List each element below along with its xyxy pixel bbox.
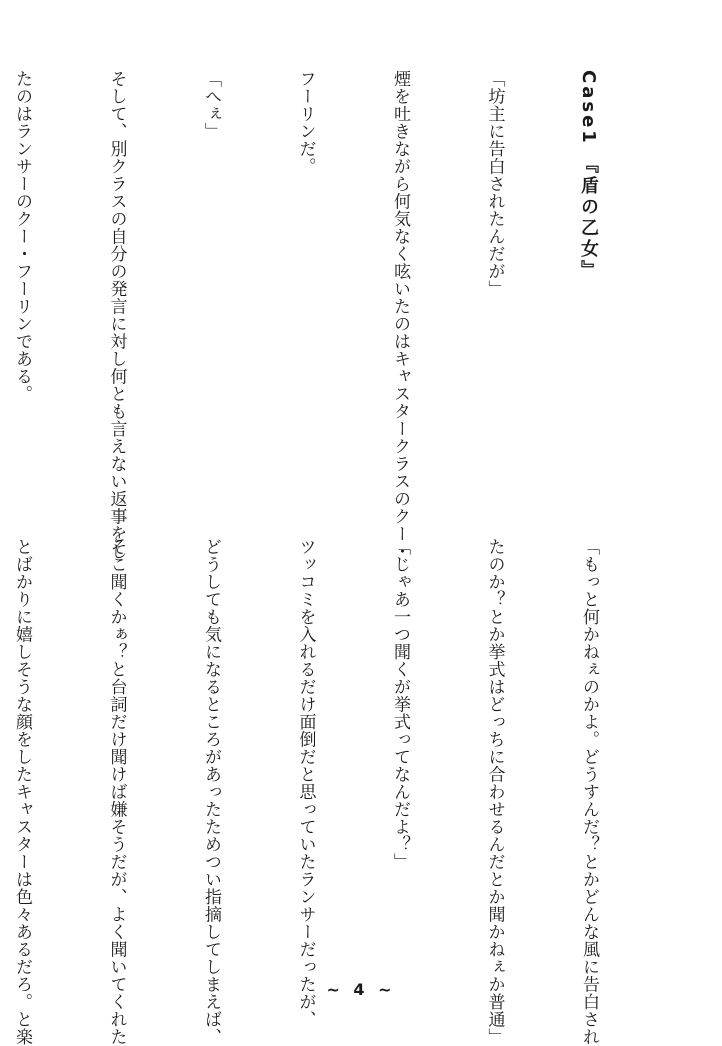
text-line: 「もっと何かねぇのかよ。どうすんだ？とかどんな風に告白され <box>579 538 599 1046</box>
text-line: 煙を吐きながら何気なく呟いたのはキャスタークラスのクー・ <box>390 70 410 560</box>
text-line: 「坊主に告白されたんだが」 <box>484 70 505 298</box>
text-line: 「じゃあ一つ聞くが挙式ってなんだよ？」 <box>390 538 410 871</box>
text-line: とばかりに嬉しそうな顔をしたキャスターは色々あるだろ。と楽 <box>12 538 32 1046</box>
text-line: そして、別クラスの自分の発言に対し何とも言えない返事をし <box>106 70 127 560</box>
text-line: 「へぇ」 <box>201 70 221 140</box>
chapter-title: Case1 『盾の乙女』 <box>578 70 599 282</box>
text-line: そこ聞くかぁ？と台詞だけ聞けば嫌そうだが、よく聞いてくれた <box>106 538 127 1046</box>
text-line: ツッコミを入れるだけ面倒だと思っていたランサーだったが、 <box>295 538 316 1028</box>
text-line: どうしても気になるところがあったためつい指摘してしまえば、 <box>201 538 221 1046</box>
upper-text-block <box>12 70 667 560</box>
text-line: たのか？とか挙式はどっちに合わせるんだとか聞かねぇか普通」 <box>484 538 505 1046</box>
text-line: フーリンだ。 <box>295 70 316 175</box>
text-line: たのはランサーのクー・フーリンである。 <box>12 70 32 403</box>
page-number: ~ 4 ~ <box>326 980 396 999</box>
lower-text-block <box>12 538 667 1046</box>
